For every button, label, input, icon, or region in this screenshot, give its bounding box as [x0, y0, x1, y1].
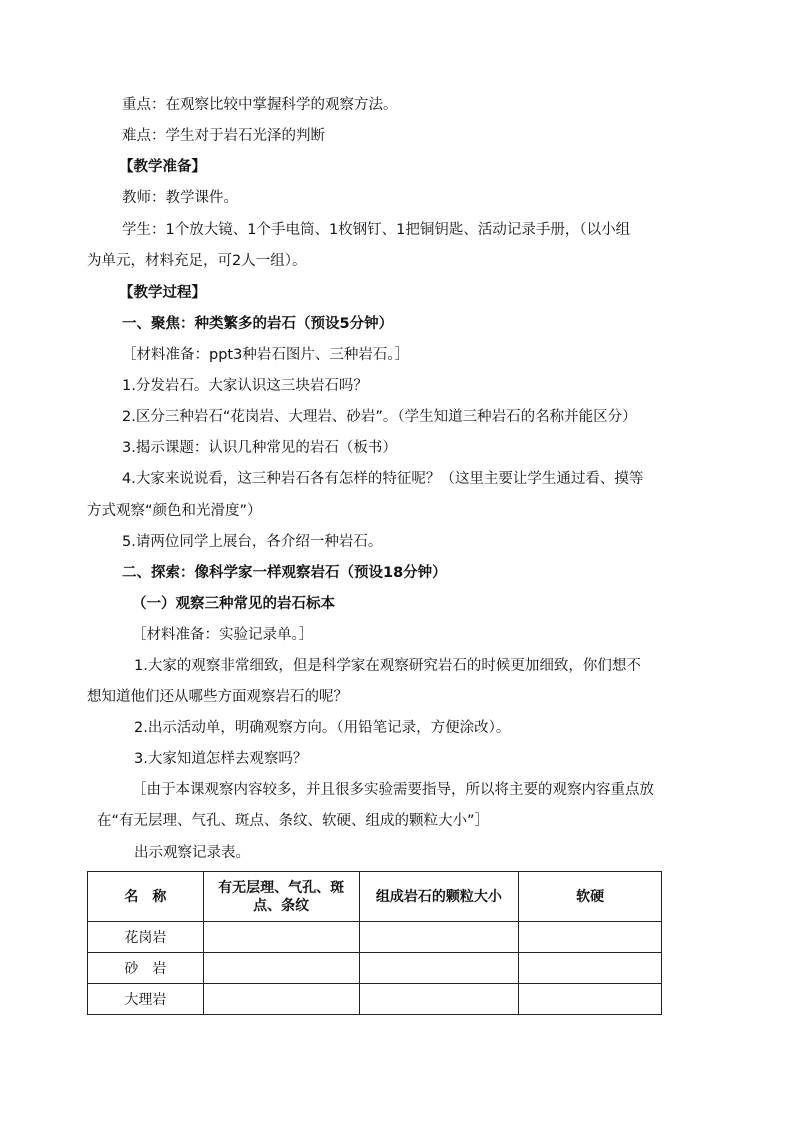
- rock-name-cell: 花岗岩: [88, 922, 204, 953]
- text-line-step-1-2: 2.区分三种岩石“花岗岩、大理岩、砂岩”。（学生知道三种岩石的名称并能区分）: [122, 409, 637, 425]
- text-line-show-table: 出示观察记录表。: [134, 845, 250, 861]
- text-line-section-1: 一、聚焦：种类繁多的岩石（预设5分钟）: [122, 316, 394, 332]
- text-line-section-2: 二、探索：像科学家一样观察岩石（预设18分钟）: [122, 565, 447, 581]
- header-grain-size: 组成岩石的颗粒大小: [359, 872, 519, 922]
- text-line-step-1-4b: 方式观察“颜色和光滑度”）: [87, 503, 262, 519]
- text-line-student-prep-1: 学生：1个放大镜、1个手电筒、1枚钢钉、1把铜钥匙、活动记录手册，（以小组: [122, 222, 631, 238]
- text-line-step-1-5: 5.请两位同学上展台，各介绍一种岩石。: [122, 534, 383, 550]
- text-line-difficulty: 难点：学生对于岩石光泽的判断: [122, 128, 325, 144]
- text-line-step-1-3: 3.揭示课题：认识几种常见的岩石（板书）: [122, 440, 397, 456]
- text-line-teacher-prep: 教师：教学课件。: [122, 190, 238, 206]
- text-line-step-2-2: 2.出示活动单，明确观察方向。（用铅笔记录，方便涂改）。: [134, 720, 511, 736]
- header-features: 有无层理、气孔、斑点、条纹: [203, 872, 359, 922]
- empty-cell[interactable]: [359, 922, 519, 953]
- text-line-material-1: ［材料准备：ppt3种岩石图片、三种岩石。］: [122, 347, 410, 363]
- text-line-prep-heading: 【教学准备】: [119, 159, 206, 175]
- text-line-step-2-1a: 1.大家的观察非常细致，但是科学家在观察研究岩石的时候更加细致，你们想不: [134, 658, 641, 674]
- table-row: [88, 984, 662, 1015]
- text-line-key-point: 重点：在观察比较中掌握科学的观察方法。: [122, 97, 398, 113]
- text-line-subsection-1: （一）观察三种常见的岩石标本: [132, 596, 335, 612]
- rock-name-cell: 砂 岩: [88, 953, 204, 984]
- text-line-student-prep-2: 为单元，材料充足，可2人一组）。: [87, 253, 307, 269]
- text-line-process-heading: 【教学过程】: [119, 285, 206, 301]
- empty-cell[interactable]: [359, 984, 519, 1015]
- text-line-note-b: 在“有无层理、气孔、斑点、条纹、软硬、组成的颗粒大小”］: [97, 813, 490, 829]
- header-name: 名 称: [88, 872, 204, 922]
- table-header-row: [88, 872, 662, 922]
- empty-cell[interactable]: [519, 922, 662, 953]
- empty-cell[interactable]: [359, 953, 519, 984]
- empty-cell[interactable]: [203, 953, 359, 984]
- text-line-step-2-3: 3.大家知道怎样去观察吗？: [134, 751, 308, 767]
- empty-cell[interactable]: [203, 922, 359, 953]
- table-row: [88, 953, 662, 984]
- observation-record-table: [87, 871, 662, 1015]
- empty-cell[interactable]: [519, 984, 662, 1015]
- text-line-note-a: ［由于本课观察内容较多，并且很多实验需要指导，所以将主要的观察内容重点放: [132, 782, 654, 798]
- rock-name-cell: 大理岩: [88, 984, 204, 1015]
- empty-cell[interactable]: [519, 953, 662, 984]
- text-line-step-1-4a: 4.大家来说说看，这三种岩石各有怎样的特征呢？（这里主要让学生通过看、摸等: [122, 471, 644, 487]
- table-row: [88, 922, 662, 953]
- empty-cell[interactable]: [203, 984, 359, 1015]
- text-line-material-2: ［材料准备：实验记录单。］: [132, 627, 314, 643]
- header-hardness: 软硬: [519, 872, 662, 922]
- text-line-step-1-1: 1.分发岩石。大家认识这三块岩石吗？: [122, 378, 368, 394]
- text-line-step-2-1b: 想知道他们还从哪些方面观察岩石的呢？: [87, 689, 348, 705]
